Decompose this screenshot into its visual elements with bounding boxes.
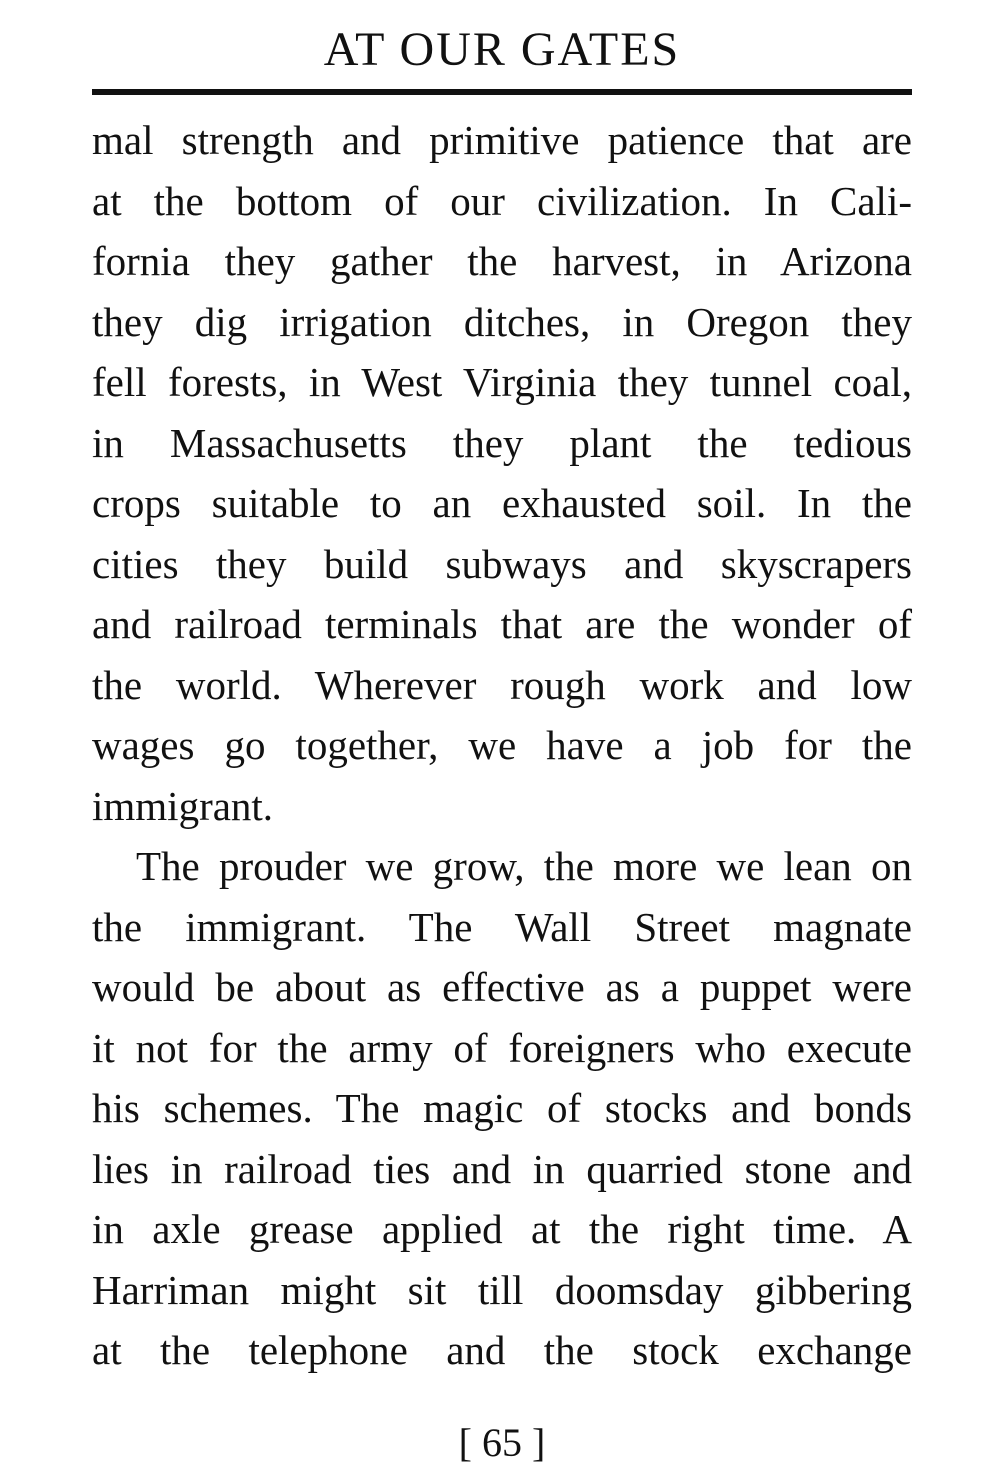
text-line: crops suitable to an exhausted soil. In the bbox=[92, 480, 912, 526]
text-line: fornia they gather the harvest, in Arizona bbox=[92, 238, 912, 284]
text-line: would be about as effective as a puppet were bbox=[92, 964, 912, 1010]
text-line: and railroad terminals that are the wonder of bbox=[92, 601, 912, 647]
text-line: it not for the army of foreigners who execute bbox=[92, 1024, 912, 1071]
text-line: the world. Wherever rough work and low bbox=[92, 661, 912, 708]
header-rule bbox=[92, 89, 912, 95]
text-line: wages go together, we have a job for the bbox=[92, 722, 912, 768]
book-page bbox=[92, 0, 912, 1484]
text-line: in Massachusetts they plant the tedious bbox=[92, 419, 912, 466]
text-line: lies in railroad ties and in quarried stone and bbox=[92, 1145, 912, 1192]
text-line: his schemes. The magic of stocks and bonds bbox=[92, 1085, 912, 1131]
text-line: fell forests, in West Virginia they tunnel coal, bbox=[92, 359, 912, 405]
page-number: [ 65 ] bbox=[458, 1420, 546, 1465]
text-line: in axle grease applied at the right time. A bbox=[92, 1206, 912, 1252]
text-line: at the bottom of our civilization. In Cali- bbox=[92, 177, 912, 224]
body-text bbox=[92, 110, 912, 1381]
text-line: Harriman might sit till doomsday gibbering bbox=[92, 1266, 912, 1313]
text-line: The prouder we grow, the more we lean on bbox=[136, 843, 912, 889]
text-line: cities they build subways and skyscrapers bbox=[92, 540, 912, 587]
text-line: they dig irrigation ditches, in Oregon they bbox=[92, 298, 912, 345]
text-line: at the telephone and the stock exchange bbox=[92, 1327, 912, 1373]
text-line: the immigrant. The Wall Street magnate bbox=[92, 903, 912, 950]
text-line: mal strength and primitive patience that are bbox=[92, 117, 912, 163]
running-head-title: AT OUR GATES bbox=[323, 23, 681, 76]
text-line: immigrant. bbox=[92, 782, 274, 829]
